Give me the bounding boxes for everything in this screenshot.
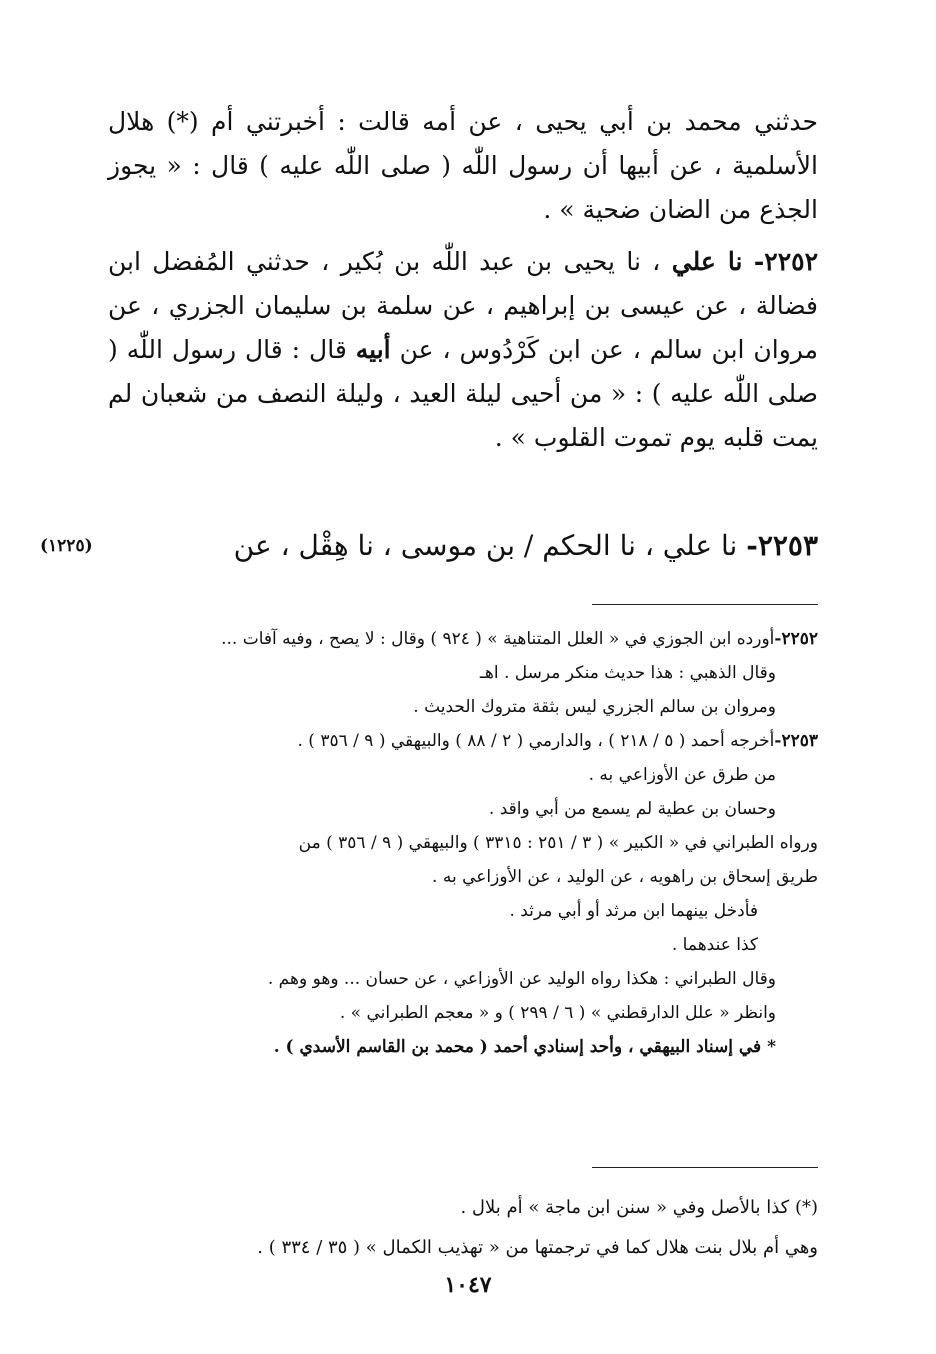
footnote-text: وانظر « علل الدارقطني » ( ٦ / ٢٩٩ ) و « معجم الطبراني » . xyxy=(339,1003,776,1023)
footnote-text: ومروان بن سالم الجزري ليس بثقة متروك الحديث . xyxy=(413,697,776,717)
hadith-2253-line xyxy=(108,524,818,568)
footnotes-block xyxy=(108,622,818,1064)
paragraph-continuation xyxy=(108,100,818,232)
footnote-line xyxy=(108,758,818,792)
footnote-text: فأدخل بينهما ابن مرثد أو أبي مرثد . xyxy=(509,901,758,921)
star-note-line: وهي أم بلال بنت هلال كما في ترجمتها من « تهذيب الكمال » ( ٣٥ / ٣٣٤ ) . xyxy=(257,1237,818,1258)
footnote-text: ورواه الطبراني في « الكبير » ( ٣ / ٢٥١ : ٣٣١٥ ) والبيهقي ( ٩ / ٣٥٦ ) من xyxy=(298,833,818,853)
hadith-2252-text-b: قال : قال رسول اللّٰه ( صلى اللّٰه عليه ) : « من أحيى ليلة العيد ، وليلة النصف من شعبان لم يمت قلبه يوم تموت القلوب » . xyxy=(108,335,818,452)
hadith-2253-text: نا علي ، نا الحكم / بن موسى ، نا هِقْل ، عن xyxy=(233,529,738,562)
footnote-line xyxy=(108,996,818,1030)
footnote-number: ٢٢٥٣- xyxy=(774,731,818,751)
footnote-line xyxy=(108,894,818,928)
footnote-divider xyxy=(592,604,818,605)
footnote-line xyxy=(108,1030,818,1064)
footnote-text: طريق إسحاق بن راهويه ، عن الوليد ، عن الأوزاعي به . xyxy=(432,867,818,887)
footnote-text: أخرجه أحمد ( ٥ / ٢١٨ ) ، والدارمي ( ٢ / ٨٨ ) والبيهقي ( ٩ / ٣٥٦ ) . xyxy=(297,731,775,751)
footnote-text: كذا عندهما . xyxy=(671,935,758,955)
hadith-2252 xyxy=(108,240,818,460)
footnote-line xyxy=(108,656,818,690)
star-notes-block xyxy=(108,1188,818,1268)
footnote-number: ٢٢٥٢- xyxy=(774,629,818,649)
footnote-text: وقال الطبراني : هكذا رواه الوليد عن الأوزاعي ، عن حسان ... وهو وهم . xyxy=(267,969,776,989)
footnote-text: * في إسناد البيهقي ، وأحد إسنادي أحمد ( محمد بن القاسم الأسدي ) . xyxy=(273,1037,776,1057)
hadith-2252-abihi: أبيه xyxy=(355,335,391,364)
hadith-2253-number: ٢٢٥٣- xyxy=(746,529,818,562)
footnote-line xyxy=(108,860,818,894)
footnote-text: وحسان بن عطية لم يسمع من أبي واقد . xyxy=(488,799,776,819)
hadith-2252-narrator: نا علي xyxy=(671,247,743,276)
page-number: ١٠٤٧ xyxy=(444,1272,492,1298)
footnote-text: من طرق عن الأوزاعي به . xyxy=(588,765,776,785)
hadith-2252-number: ٢٢٥٢- xyxy=(753,247,819,276)
main-text-block xyxy=(108,100,818,468)
footnote-line xyxy=(108,826,818,860)
footnote-text: أورده ابن الجوزي في « العلل المتناهية » ( ٩٢٤ ) وقال : لا يصح ، وفيه آفات ... xyxy=(221,629,775,649)
footnote-line xyxy=(108,622,818,656)
footnote-line xyxy=(108,724,818,758)
para1-text: حدثني محمد بن أبي يحيى ، عن أمه قالت : أخبرتني أم (*) هلال الأسلمية ، عن أبيها أن رسول اللّٰه ( صلى اللّٰه عليه ) قال : « يجوز الجذع من الضان ضحية » . xyxy=(108,107,818,224)
hadith-2252-text-a: ، نا يحيى بن عبد اللّٰه بن بُكير ، حدثني المُفضل ابن فضالة ، عن عيسى بن إبراهيم ، عن سلمة بن سليمان الجزري ، عن مروان ابن سالم ، عن ابن كَرْدُوس ، عن xyxy=(108,247,818,364)
margin-reference: (١٢٢٥) xyxy=(40,536,93,556)
footnote-line xyxy=(108,792,818,826)
footnote-text: وقال الذهبي : هذا حديث منكر مرسل . اهـ xyxy=(479,663,776,683)
footnote-line xyxy=(108,690,818,724)
footnote-line xyxy=(108,962,818,996)
star-note-line: (*) كذا بالأصل وفي « سنن ابن ماجة » أم بلال . xyxy=(460,1197,818,1218)
star-note-divider xyxy=(592,1167,818,1168)
footnote-line xyxy=(108,928,818,962)
